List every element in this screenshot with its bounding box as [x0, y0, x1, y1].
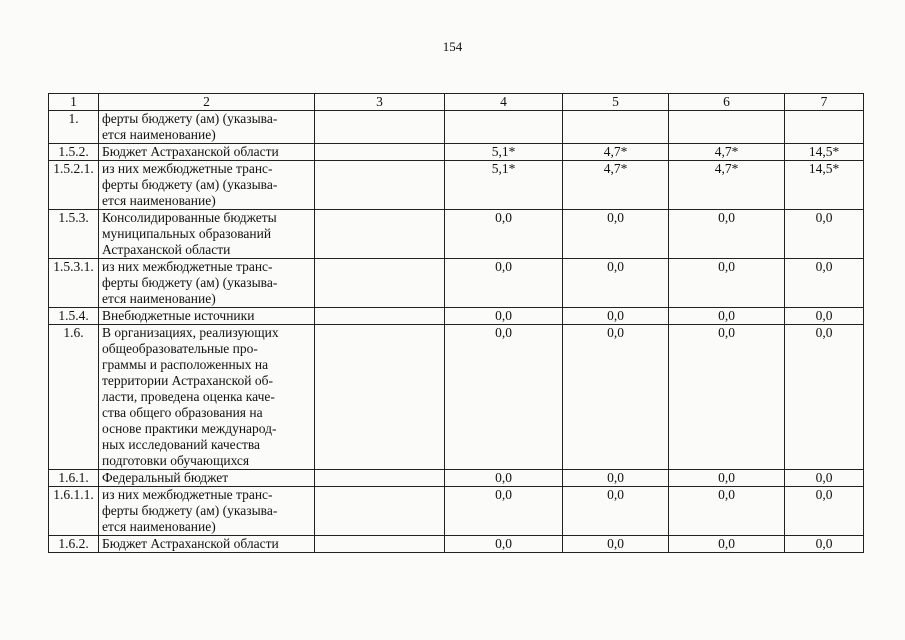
- value-cell: 0,0: [669, 308, 785, 325]
- table-row: [49, 325, 864, 470]
- col3-cell: [315, 487, 445, 536]
- row-number: 1.6.1.1.: [49, 487, 99, 536]
- value-cell: [563, 111, 669, 144]
- row-description: Федеральный бюджет: [99, 470, 315, 487]
- value-cell: 0,0: [785, 487, 864, 536]
- table-row: [49, 259, 864, 308]
- row-number: 1.6.2.: [49, 536, 99, 553]
- row-number: 1.: [49, 111, 99, 144]
- row-number: 1.5.3.: [49, 210, 99, 259]
- value-cell: 14,5*: [785, 144, 864, 161]
- value-cell: [669, 111, 785, 144]
- value-cell: 4,7*: [563, 144, 669, 161]
- col3-cell: [315, 144, 445, 161]
- value-cell: 0,0: [563, 259, 669, 308]
- col3-cell: [315, 161, 445, 210]
- header-cell: 2: [99, 94, 315, 111]
- value-cell: 0,0: [669, 470, 785, 487]
- row-description: ферты бюджету (ам) (указыва- ется наименование): [99, 111, 315, 144]
- value-cell: 0,0: [563, 470, 669, 487]
- value-cell: 0,0: [785, 259, 864, 308]
- table-row: [49, 470, 864, 487]
- row-description: Бюджет Астраханской области: [99, 536, 315, 553]
- row-description: Внебюджетные источники: [99, 308, 315, 325]
- value-cell: 0,0: [445, 210, 563, 259]
- col3-cell: [315, 308, 445, 325]
- table-row: [49, 111, 864, 144]
- value-cell: 4,7*: [669, 161, 785, 210]
- value-cell: 0,0: [445, 536, 563, 553]
- value-cell: 0,0: [563, 536, 669, 553]
- row-description: Консолидированные бюджеты муниципальных образований Астраханской области: [99, 210, 315, 259]
- header-row: [49, 94, 864, 111]
- value-cell: 0,0: [563, 325, 669, 470]
- table-row: [49, 144, 864, 161]
- col3-cell: [315, 210, 445, 259]
- value-cell: 0,0: [669, 487, 785, 536]
- page-number: 154: [442, 39, 463, 54]
- value-cell: 0,0: [785, 210, 864, 259]
- row-number: 1.6.: [49, 325, 99, 470]
- value-cell: 0,0: [669, 259, 785, 308]
- value-cell: 0,0: [669, 210, 785, 259]
- value-cell: 0,0: [445, 259, 563, 308]
- header-cell: 6: [669, 94, 785, 111]
- col3-cell: [315, 111, 445, 144]
- row-description: из них межбюджетные транс- ферты бюджету (ам) (указыва- ется наименование): [99, 259, 315, 308]
- budget-table: [48, 93, 864, 553]
- value-cell: [785, 111, 864, 144]
- table-row: [49, 487, 864, 536]
- table-row: [49, 210, 864, 259]
- header-cell: 3: [315, 94, 445, 111]
- col3-cell: [315, 325, 445, 470]
- col3-cell: [315, 470, 445, 487]
- table-row: [49, 536, 864, 553]
- value-cell: 0,0: [445, 487, 563, 536]
- value-cell: 0,0: [445, 308, 563, 325]
- value-cell: 5,1*: [445, 144, 563, 161]
- value-cell: 0,0: [563, 308, 669, 325]
- table-row: [49, 161, 864, 210]
- value-cell: [445, 111, 563, 144]
- header-cell: 5: [563, 94, 669, 111]
- value-cell: 0,0: [669, 536, 785, 553]
- header-cell: 1: [49, 94, 99, 111]
- value-cell: 0,0: [785, 470, 864, 487]
- value-cell: 4,7*: [563, 161, 669, 210]
- row-description: из них межбюджетные транс- ферты бюджету (ам) (указыва- ется наименование): [99, 487, 315, 536]
- value-cell: 0,0: [669, 325, 785, 470]
- header-cell: 4: [445, 94, 563, 111]
- value-cell: 5,1*: [445, 161, 563, 210]
- row-number: 1.6.1.: [49, 470, 99, 487]
- row-description: В организациях, реализующих общеобразовательные про- граммы и расположенных на территории Астраханской об- ласти, проведена оценка каче- ства общего образования на основе практики международ- ных исследований качества подготовки обучающихся: [99, 325, 315, 470]
- row-number: 1.5.2.1.: [49, 161, 99, 210]
- value-cell: 0,0: [445, 325, 563, 470]
- row-number: 1.5.4.: [49, 308, 99, 325]
- value-cell: 0,0: [785, 308, 864, 325]
- value-cell: 0,0: [785, 325, 864, 470]
- row-description: Бюджет Астраханской области: [99, 144, 315, 161]
- value-cell: 0,0: [563, 210, 669, 259]
- value-cell: 0,0: [785, 536, 864, 553]
- value-cell: 14,5*: [785, 161, 864, 210]
- row-number: 1.5.2.: [49, 144, 99, 161]
- row-description: из них межбюджетные транс- ферты бюджету (ам) (указыва- ется наименование): [99, 161, 315, 210]
- col3-cell: [315, 536, 445, 553]
- value-cell: 0,0: [445, 470, 563, 487]
- table-row: [49, 308, 864, 325]
- col3-cell: [315, 259, 445, 308]
- row-number: 1.5.3.1.: [49, 259, 99, 308]
- header-cell: 7: [785, 94, 864, 111]
- value-cell: 4,7*: [669, 144, 785, 161]
- value-cell: 0,0: [563, 487, 669, 536]
